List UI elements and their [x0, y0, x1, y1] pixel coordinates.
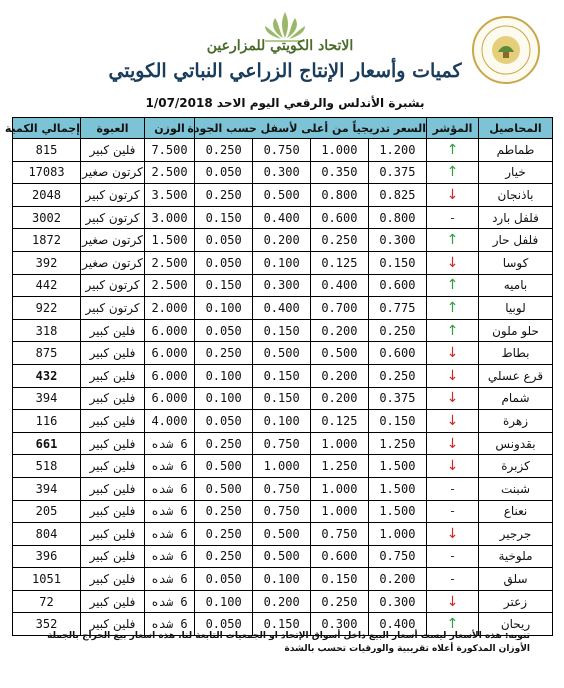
price-cell [195, 274, 427, 297]
package-type: فلين كبير [81, 364, 145, 387]
price-cell [195, 139, 427, 162]
indicator-cell [427, 568, 479, 591]
product-name: بقدونس [479, 432, 553, 455]
price-value: 0.800 [368, 207, 426, 229]
package-type: فلين كبير [81, 342, 145, 365]
table-row [13, 229, 553, 252]
price-cell [195, 590, 427, 613]
indicator-cell [427, 523, 479, 546]
price-grid [195, 501, 426, 523]
indicator-cell [427, 251, 479, 274]
total-quantity: 518 [13, 455, 81, 478]
price-value: 0.500 [311, 342, 369, 364]
product-name: فلفل بارد [479, 206, 553, 229]
price-value: 0.600 [368, 342, 426, 364]
price-value: 0.100 [253, 410, 311, 432]
package-type: فلين كبير [81, 590, 145, 613]
federation-seal-icon [470, 14, 542, 86]
total-quantity: 72 [13, 590, 81, 613]
price-value: 0.250 [205, 436, 242, 451]
price-cell [195, 161, 427, 184]
price-value: 0.800 [311, 184, 369, 206]
price-grid [195, 455, 426, 477]
total-quantity: 804 [13, 523, 81, 546]
footer-line-2: الأوزان المذكورة أعلاه تقريبية والورقيات تحسب بالشدة [284, 644, 530, 654]
price-value: 0.500 [253, 523, 311, 545]
indicator-cell [427, 274, 479, 297]
price-cell [195, 455, 427, 478]
total-quantity: 394 [13, 477, 81, 500]
package-type: فلين كبير [81, 432, 145, 455]
price-value: 1.250 [368, 433, 426, 455]
dash-icon: - [450, 481, 455, 496]
product-name: حلو ملون [479, 319, 553, 342]
weight-value: 7.500 [145, 139, 195, 162]
price-value: 1.200 [368, 139, 426, 161]
price-grid [195, 433, 426, 455]
table-row [13, 206, 553, 229]
indicator-cell [427, 477, 479, 500]
price-value: 0.100 [205, 391, 242, 406]
weight-value: 6 شده [145, 613, 195, 636]
price-value: 0.200 [368, 568, 426, 590]
indicator-cell [427, 455, 479, 478]
price-value: 0.250 [205, 187, 242, 202]
package-type: فلين كبير [81, 568, 145, 591]
price-cell [195, 500, 427, 523]
price-value: 0.250 [205, 142, 242, 157]
arrow-up-icon: ↑ [446, 232, 459, 249]
indicator-cell [427, 545, 479, 568]
col-header-weight: الوزن [145, 118, 195, 139]
arrow-down-icon: ↓ [446, 254, 459, 271]
footer-line-1: تنويه: هذه الأسعار ليست أسعار البيع داخل أسواق الإتحاد او الجمعيات التابعة لنا، هذه اسعار بيع الحراج بالجملة [47, 631, 530, 641]
price-value: 0.125 [311, 410, 369, 432]
total-quantity: 1872 [13, 229, 81, 252]
weight-value: 2.500 [145, 161, 195, 184]
price-value: 0.150 [253, 365, 311, 387]
price-value: 0.750 [253, 478, 311, 500]
product-name: باذنجان [479, 184, 553, 207]
price-cell [195, 206, 427, 229]
package-type: كرتون صغير [81, 251, 145, 274]
weight-value: 6 شده [145, 590, 195, 613]
total-quantity: 922 [13, 297, 81, 320]
price-cell [195, 364, 427, 387]
price-value: 0.050 [205, 255, 242, 270]
price-value: 0.300 [311, 613, 369, 635]
table-row [13, 455, 553, 478]
product-name: زعتر [479, 590, 553, 613]
col-header-package: العبوة [81, 118, 145, 139]
weight-value: 6 شده [145, 568, 195, 591]
total-quantity: 815 [13, 139, 81, 162]
price-value: 0.050 [205, 165, 242, 180]
package-type: فلين كبير [81, 319, 145, 342]
arrow-down-icon: ↓ [446, 345, 459, 362]
price-cell [195, 184, 427, 207]
price-value: 0.250 [368, 365, 426, 387]
price-value: 0.775 [368, 297, 426, 319]
price-value: 0.500 [205, 481, 242, 496]
product-name: جرجير [479, 523, 553, 546]
price-value: 0.100 [205, 594, 242, 609]
table-row [13, 500, 553, 523]
price-grid [195, 275, 426, 297]
price-grid [195, 410, 426, 432]
arrow-down-icon: ↓ [446, 390, 459, 407]
price-grid [195, 478, 426, 500]
price-grid [195, 320, 426, 342]
dash-icon: - [450, 210, 455, 225]
col-header-total: إجمالي الكمية [13, 118, 81, 139]
table-row [13, 477, 553, 500]
package-type: فلين كبير [81, 545, 145, 568]
price-value: 0.600 [368, 275, 426, 297]
package-type: فلين كبير [81, 455, 145, 478]
weight-value: 6 شده [145, 477, 195, 500]
product-name: فلفل حار [479, 229, 553, 252]
price-value: 0.500 [253, 342, 311, 364]
price-grid [195, 229, 426, 251]
price-cell [195, 319, 427, 342]
price-value: 0.750 [253, 139, 311, 161]
price-value: 0.250 [311, 591, 369, 613]
price-grid [195, 184, 426, 206]
package-type: كرتون صغير [81, 229, 145, 252]
price-value: 0.250 [311, 229, 369, 251]
price-value: 0.400 [311, 275, 369, 297]
price-value: 0.150 [311, 568, 369, 590]
price-value: 0.100 [205, 300, 242, 315]
price-grid [195, 388, 426, 410]
table-row [13, 251, 553, 274]
price-value: 1.000 [311, 433, 369, 455]
price-value: 0.825 [368, 184, 426, 206]
price-grid [195, 523, 426, 545]
arrow-up-icon: ↑ [446, 164, 459, 181]
footer-note [30, 630, 530, 656]
price-cell [195, 342, 427, 365]
table-row [13, 184, 553, 207]
indicator-cell [427, 297, 479, 320]
weight-value: 3.500 [145, 184, 195, 207]
price-value: 0.375 [368, 162, 426, 184]
page-header [0, 0, 564, 118]
price-value: 0.200 [253, 591, 311, 613]
package-type: كرتون كبير [81, 274, 145, 297]
indicator-cell [427, 432, 479, 455]
table-row [13, 364, 553, 387]
price-value: 1.500 [368, 478, 426, 500]
table-row [13, 523, 553, 546]
indicator-cell [427, 500, 479, 523]
price-value: 0.750 [311, 523, 369, 545]
product-name: نعناع [479, 500, 553, 523]
weight-value: 1.500 [145, 229, 195, 252]
price-value: 0.700 [311, 297, 369, 319]
price-value: 1.000 [368, 523, 426, 545]
table-row [13, 274, 553, 297]
product-name: شمام [479, 387, 553, 410]
product-name: زهرة [479, 410, 553, 433]
arrow-up-icon: ↑ [446, 277, 459, 294]
price-value: 0.350 [311, 162, 369, 184]
weight-value: 2.000 [145, 297, 195, 320]
price-grid [195, 162, 426, 184]
price-cell [195, 568, 427, 591]
weight-value: 6.000 [145, 342, 195, 365]
price-cell [195, 523, 427, 546]
product-name: بطاط [479, 342, 553, 365]
indicator-cell [427, 387, 479, 410]
table-row [13, 387, 553, 410]
price-value: 0.300 [253, 275, 311, 297]
price-value: 0.100 [253, 568, 311, 590]
dash-icon: - [450, 549, 455, 564]
table-row [13, 139, 553, 162]
package-type: فلين كبير [81, 500, 145, 523]
price-grid [195, 207, 426, 229]
price-grid [195, 342, 426, 364]
price-value: 0.200 [311, 388, 369, 410]
price-cell [195, 477, 427, 500]
table-row [13, 319, 553, 342]
package-type: فلين كبير [81, 139, 145, 162]
price-value: 0.500 [253, 546, 311, 568]
package-type: فلين كبير [81, 477, 145, 500]
price-value: 0.150 [368, 252, 426, 274]
dash-icon: - [450, 504, 455, 519]
table-row [13, 590, 553, 613]
package-type: فلين كبير [81, 523, 145, 546]
price-value: 1.500 [368, 455, 426, 477]
arrow-up-icon: ↑ [446, 299, 459, 316]
indicator-cell [427, 319, 479, 342]
dash-icon: - [450, 572, 455, 587]
price-value: 0.750 [368, 546, 426, 568]
price-cell [195, 410, 427, 433]
weight-value: 6 شده [145, 500, 195, 523]
price-cell [195, 229, 427, 252]
weight-value: 2.500 [145, 274, 195, 297]
price-value: 0.150 [205, 278, 242, 293]
product-name: خيار [479, 161, 553, 184]
arrow-down-icon: ↓ [446, 435, 459, 452]
arrow-down-icon: ↓ [446, 458, 459, 475]
weight-value: 6 شده [145, 432, 195, 455]
table-row [13, 342, 553, 365]
price-value: 0.750 [253, 501, 311, 523]
price-value: 0.050 [205, 617, 242, 632]
price-value: 0.300 [253, 162, 311, 184]
weight-value: 3.000 [145, 206, 195, 229]
arrow-down-icon: ↓ [446, 525, 459, 542]
price-grid [195, 139, 426, 161]
total-quantity: 116 [13, 410, 81, 433]
indicator-cell [427, 364, 479, 387]
price-value: 0.250 [368, 320, 426, 342]
col-header-price: السعر تدريجياً من أعلى لأسفل حسب الجودة [195, 118, 427, 139]
price-grid [195, 591, 426, 613]
price-value: 0.100 [253, 252, 311, 274]
price-value: 0.150 [368, 410, 426, 432]
price-value: 0.400 [368, 613, 426, 635]
price-value: 0.250 [205, 549, 242, 564]
weight-value: 6.000 [145, 364, 195, 387]
price-grid [195, 365, 426, 387]
indicator-cell [427, 410, 479, 433]
product-name: كوسا [479, 251, 553, 274]
indicator-cell [427, 161, 479, 184]
table-row [13, 432, 553, 455]
price-value: 0.250 [205, 526, 242, 541]
indicator-cell [427, 342, 479, 365]
price-cell [195, 432, 427, 455]
table-row [13, 568, 553, 591]
price-value: 1.500 [368, 501, 426, 523]
arrow-down-icon: ↓ [446, 412, 459, 429]
product-name: سلق [479, 568, 553, 591]
total-quantity: 396 [13, 545, 81, 568]
product-name: قرع عسلي [479, 364, 553, 387]
package-type: كرتون كبير [81, 184, 145, 207]
price-grid [195, 568, 426, 590]
price-value: 1.000 [253, 455, 311, 477]
indicator-cell [427, 229, 479, 252]
price-value: 0.250 [205, 504, 242, 519]
price-value: 0.050 [205, 233, 242, 248]
weight-value: 6 شده [145, 545, 195, 568]
package-type: كرتون صغير [81, 161, 145, 184]
price-cell [195, 251, 427, 274]
price-value: 1.000 [311, 139, 369, 161]
price-value: 0.100 [205, 368, 242, 383]
total-quantity: 394 [13, 387, 81, 410]
table-row [13, 161, 553, 184]
product-name: ملوخية [479, 545, 553, 568]
price-value: 1.250 [311, 455, 369, 477]
arrow-up-icon: ↑ [446, 141, 459, 158]
price-cell [195, 387, 427, 410]
total-quantity: 205 [13, 500, 81, 523]
price-value: 0.050 [205, 572, 242, 587]
product-name: لوبيا [479, 297, 553, 320]
indicator-cell [427, 139, 479, 162]
price-value: 0.125 [311, 252, 369, 274]
col-header-indicator: المؤشر [427, 118, 479, 139]
total-quantity: 661 [13, 432, 81, 455]
total-quantity: 432 [13, 364, 81, 387]
package-type: فلين كبير [81, 387, 145, 410]
weight-value: 6 شده [145, 455, 195, 478]
package-type: كرتون كبير [81, 297, 145, 320]
price-value: 0.200 [311, 365, 369, 387]
price-value: 0.150 [253, 320, 311, 342]
weight-value: 4.000 [145, 410, 195, 433]
price-value: 0.050 [205, 413, 242, 428]
arrow-down-icon: ↓ [446, 367, 459, 384]
arrow-down-icon: ↓ [446, 593, 459, 610]
arrow-up-icon: ↑ [446, 616, 459, 633]
price-grid [195, 546, 426, 568]
price-value: 0.600 [311, 207, 369, 229]
price-value: 0.150 [253, 613, 311, 635]
total-quantity: 392 [13, 251, 81, 274]
total-quantity: 17083 [13, 161, 81, 184]
price-value: 0.600 [311, 546, 369, 568]
product-name: طماطم [479, 139, 553, 162]
col-header-product: المحاصيل [479, 118, 553, 139]
price-table [4, 117, 553, 636]
product-name: باميه [479, 274, 553, 297]
total-quantity: 352 [13, 613, 81, 636]
total-quantity: 1051 [13, 568, 81, 591]
price-value: 1.000 [311, 501, 369, 523]
price-value: 0.150 [253, 388, 311, 410]
table-header-row [13, 118, 553, 139]
total-quantity: 3002 [13, 206, 81, 229]
arrow-up-icon: ↑ [446, 322, 459, 339]
weight-value: 6.000 [145, 319, 195, 342]
total-quantity: 318 [13, 319, 81, 342]
product-name: كزبرة [479, 455, 553, 478]
product-name: ريحان [479, 613, 553, 636]
price-value: 0.400 [253, 207, 311, 229]
total-quantity: 875 [13, 342, 81, 365]
product-name: شبنت [479, 477, 553, 500]
table-row [13, 545, 553, 568]
indicator-cell [427, 590, 479, 613]
table-row [13, 410, 553, 433]
table-row [13, 297, 553, 320]
market-date-subtitle: بشبرة الأندلس والرقعي اليوم الاحد 1/07/2018 [145, 96, 425, 110]
price-value: 0.300 [368, 591, 426, 613]
price-value: 0.200 [311, 320, 369, 342]
weight-value: 2.500 [145, 251, 195, 274]
price-value: 0.250 [205, 346, 242, 361]
package-type: فلين كبير [81, 613, 145, 636]
price-value: 0.200 [253, 229, 311, 251]
organization-name: الاتحاد الكويتي للمزارعين [206, 38, 354, 54]
price-cell [195, 545, 427, 568]
price-grid [195, 297, 426, 319]
total-quantity: 442 [13, 274, 81, 297]
price-grid [195, 252, 426, 274]
package-type: فلين كبير [81, 410, 145, 433]
price-value: 0.400 [253, 297, 311, 319]
indicator-cell [427, 184, 479, 207]
price-value: 0.375 [368, 388, 426, 410]
arrow-down-icon: ↓ [446, 186, 459, 203]
price-value: 0.050 [205, 323, 242, 338]
price-value: 0.500 [253, 184, 311, 206]
weight-value: 6.000 [145, 387, 195, 410]
price-cell [195, 297, 427, 320]
price-value: 0.750 [253, 433, 311, 455]
price-value: 0.150 [205, 210, 242, 225]
indicator-cell [427, 206, 479, 229]
price-value: 0.300 [368, 229, 426, 251]
weight-value: 6 شده [145, 523, 195, 546]
price-value: 1.000 [311, 478, 369, 500]
price-value: 0.500 [205, 459, 242, 474]
total-quantity: 2048 [13, 184, 81, 207]
table-body [13, 139, 553, 636]
page-title: كميات وأسعار الإنتاج الزراعي النباتي الكويتي [108, 60, 462, 82]
package-type: كرتون كبير [81, 206, 145, 229]
